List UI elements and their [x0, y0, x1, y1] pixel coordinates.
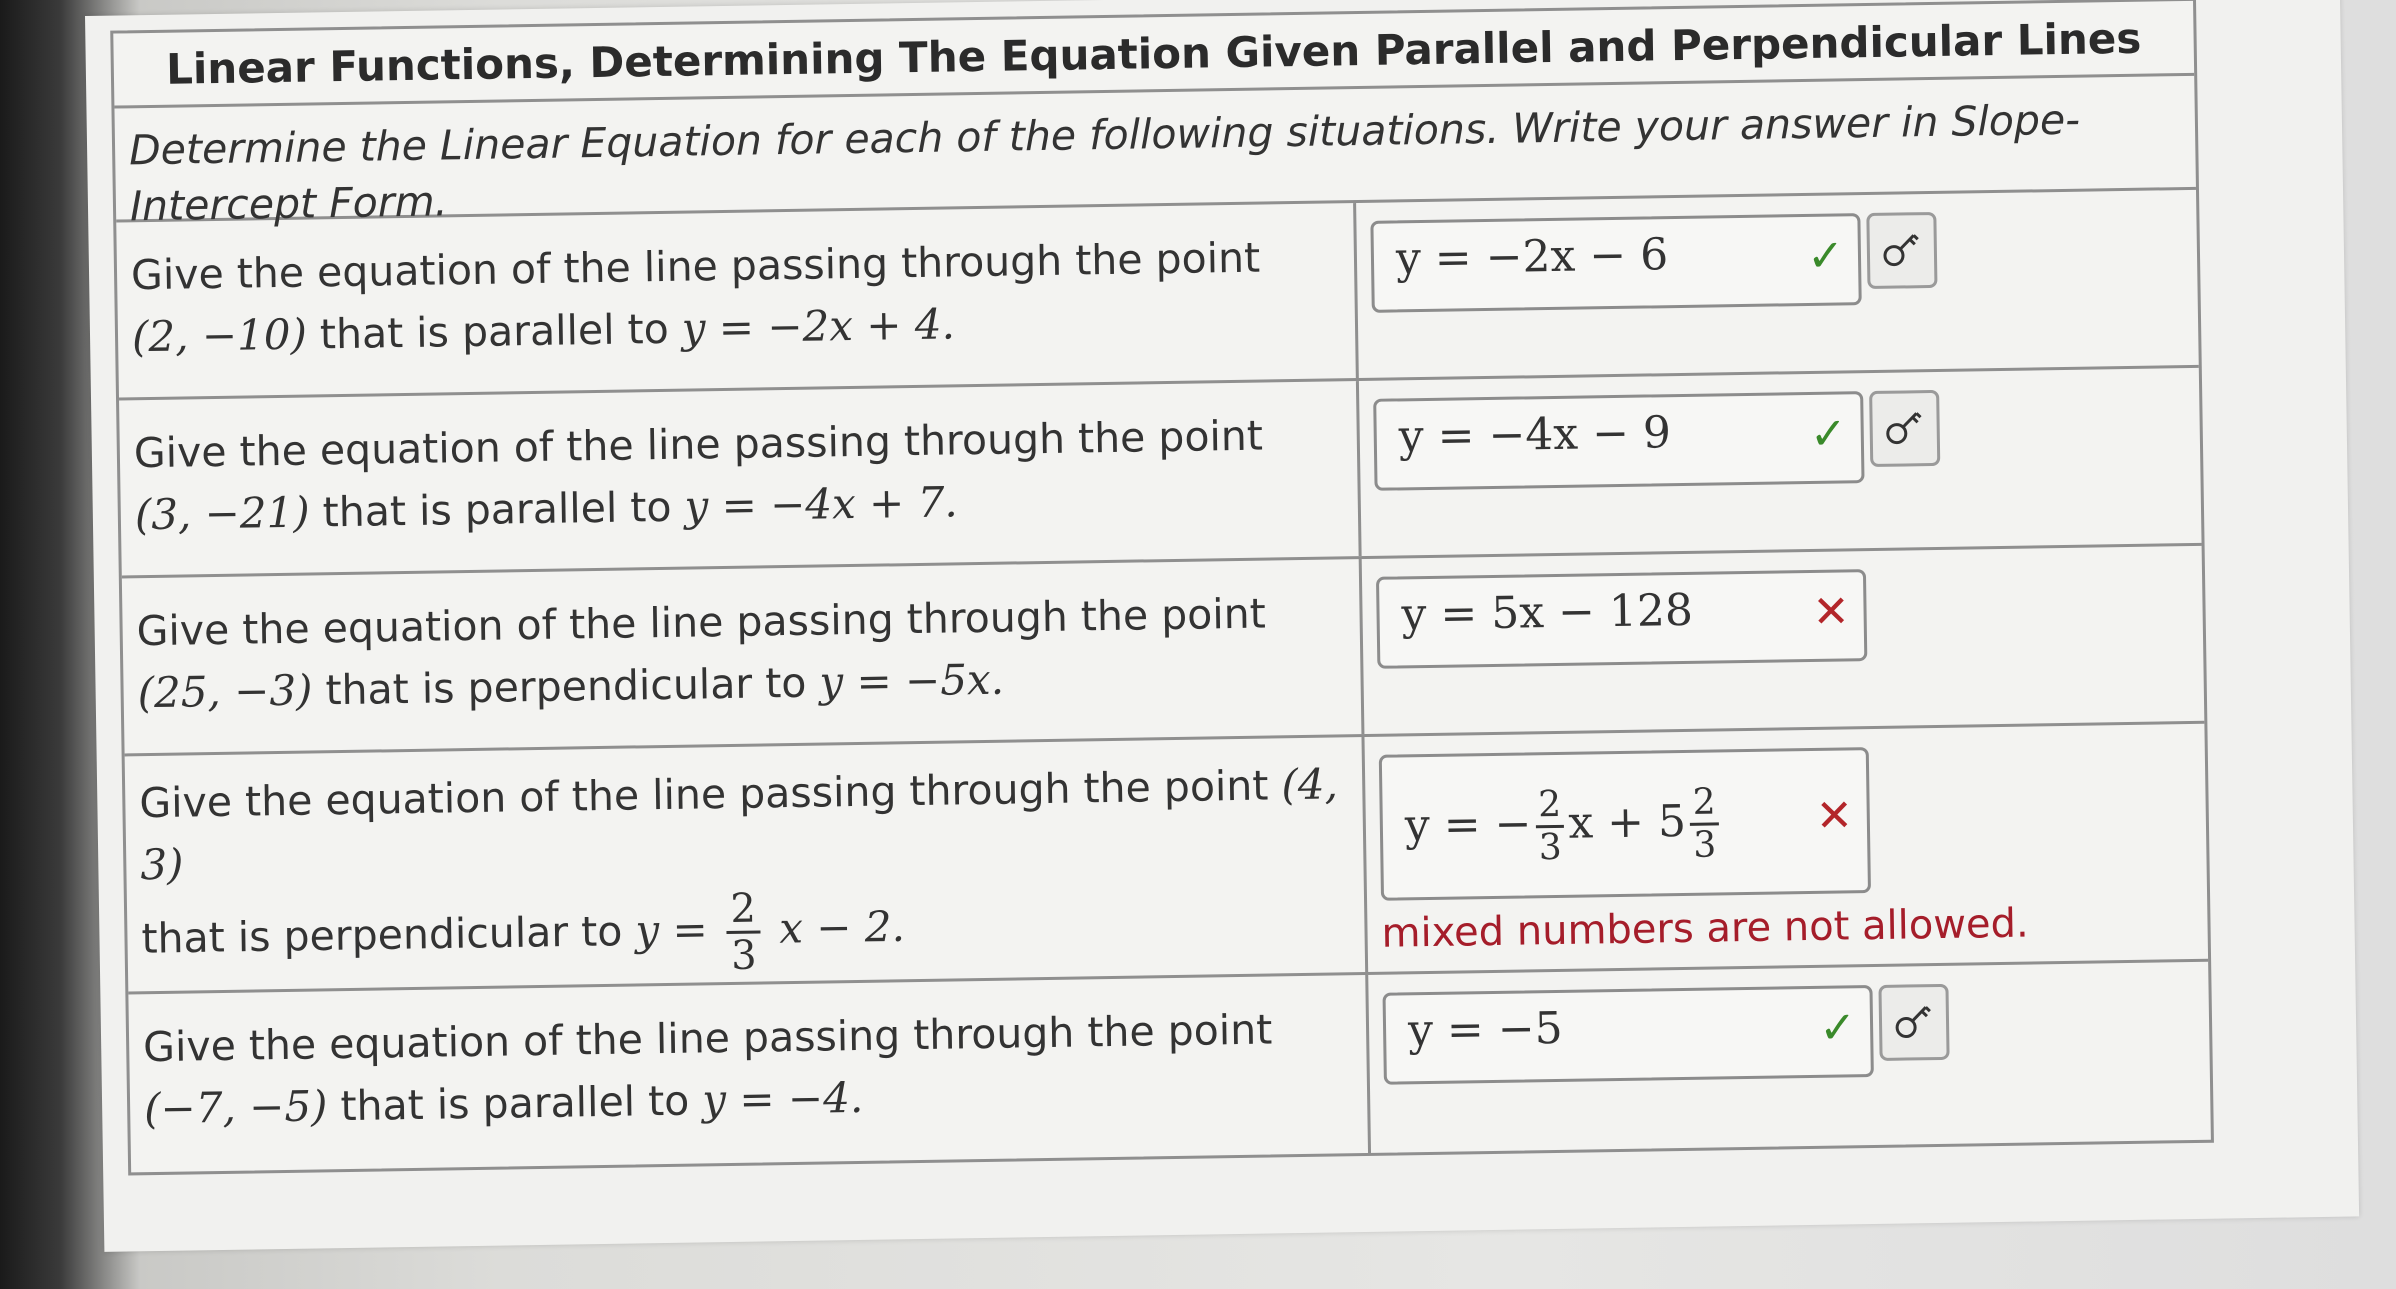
answer-prefix: y = − — [1404, 798, 1532, 852]
answer-input-1[interactable] — [1370, 213, 1861, 313]
check-icon: ✓ — [1818, 1002, 1857, 1054]
key-icon — [1869, 215, 1934, 286]
check-icon: ✓ — [1806, 230, 1845, 282]
question-row-3 — [122, 546, 2205, 757]
answer-input-4[interactable] — [1379, 747, 1871, 901]
fraction-numerator: 2 — [1689, 782, 1719, 825]
question-3 — [122, 559, 1365, 753]
worksheet — [85, 0, 2359, 1252]
question-equation: y = −2x + 4. — [681, 299, 956, 353]
question-text: Give the equation of the line passing through the point — [138, 761, 1269, 828]
key-icon — [1872, 393, 1937, 464]
answer-cell-3 — [1362, 546, 2205, 734]
cross-icon: ✕ — [1812, 586, 1850, 638]
question-eq-prefix: y = — [635, 904, 709, 955]
question-text: Give the equation of the line passing through the point — [130, 233, 1261, 300]
question-point: (25, −3) — [137, 665, 313, 718]
instructions: Determine the Linear Equation for each of the following situations. Write your answer in Slope-Intercept Form. — [114, 76, 2196, 223]
question-row-2 — [119, 368, 2202, 579]
question-eq-suffix: x − 2. — [778, 901, 906, 953]
question-relation: that is parallel to — [319, 304, 670, 359]
answer-value: y = −5 — [1407, 1002, 1564, 1057]
cross-icon: ✕ — [1815, 790, 1854, 842]
key-icon — [1881, 987, 1946, 1058]
question-relation: that is parallel to — [340, 1076, 690, 1131]
question-point: (2, −10) — [131, 309, 308, 362]
answer-value: y = 5x − 128 — [1401, 584, 1694, 641]
question-equation: y = −4x + 7. — [684, 477, 959, 531]
question-2 — [119, 381, 1362, 575]
question-row-4 — [125, 724, 2208, 995]
answer-cell-1 — [1356, 190, 2199, 378]
error-message: mixed numbers are not allowed. — [1381, 900, 2030, 957]
answer-mid: x + 5 — [1567, 795, 1687, 849]
answer-fraction-2 — [1689, 782, 1719, 865]
question-point: (4, 3) — [139, 759, 1339, 890]
answer-cell-2 — [1359, 368, 2202, 556]
question-row-1 — [116, 190, 2199, 401]
question-text: Give the equation of the line passing through the point — [133, 411, 1264, 478]
answer-input-2[interactable] — [1373, 391, 1864, 491]
question-text: Give the equation of the line passing through the point — [136, 589, 1267, 656]
table-title: Linear Functions, Determining The Equation Given Parallel and Perpendicular Lines — [113, 1, 2194, 109]
answer-input-5[interactable] — [1383, 985, 1874, 1085]
key-button-2[interactable] — [1869, 390, 1940, 467]
fraction-numerator: 2 — [726, 887, 760, 935]
fraction-denominator: 3 — [730, 932, 757, 979]
question-4 — [125, 737, 1369, 991]
key-button-1[interactable] — [1866, 212, 1937, 289]
question-text: Give the equation of the line passing through the point — [142, 1005, 1273, 1072]
question-point: (3, −21) — [134, 487, 311, 540]
answer-fraction-1 — [1535, 785, 1565, 868]
problem-table — [110, 0, 2214, 1175]
question-relation: that is perpendicular to — [325, 658, 807, 715]
answer-input-3[interactable] — [1376, 569, 1867, 669]
answer-cell-5 — [1368, 962, 2211, 1153]
question-relation: that is perpendicular to — [141, 907, 623, 963]
question-1 — [116, 203, 1359, 397]
question-equation: y = −5x. — [819, 654, 1005, 707]
question-equation: y = −4. — [701, 1072, 864, 1125]
question-relation: that is parallel to — [322, 482, 672, 537]
key-button-5[interactable] — [1878, 984, 1949, 1061]
answer-value: y = −2x − 6 — [1395, 229, 1669, 285]
fraction-numerator: 2 — [1535, 785, 1565, 828]
answer-value: y = −4x − 9 — [1398, 407, 1672, 463]
question-5 — [128, 975, 1371, 1172]
answer-cell-4 — [1364, 724, 2208, 972]
fraction-denominator: 3 — [1538, 826, 1563, 869]
question-row-5 — [128, 962, 2211, 1173]
fraction-denominator: 3 — [1693, 824, 1717, 866]
check-icon: ✓ — [1809, 408, 1848, 460]
question-fraction — [726, 887, 761, 979]
question-point: (−7, −5) — [143, 1081, 328, 1134]
